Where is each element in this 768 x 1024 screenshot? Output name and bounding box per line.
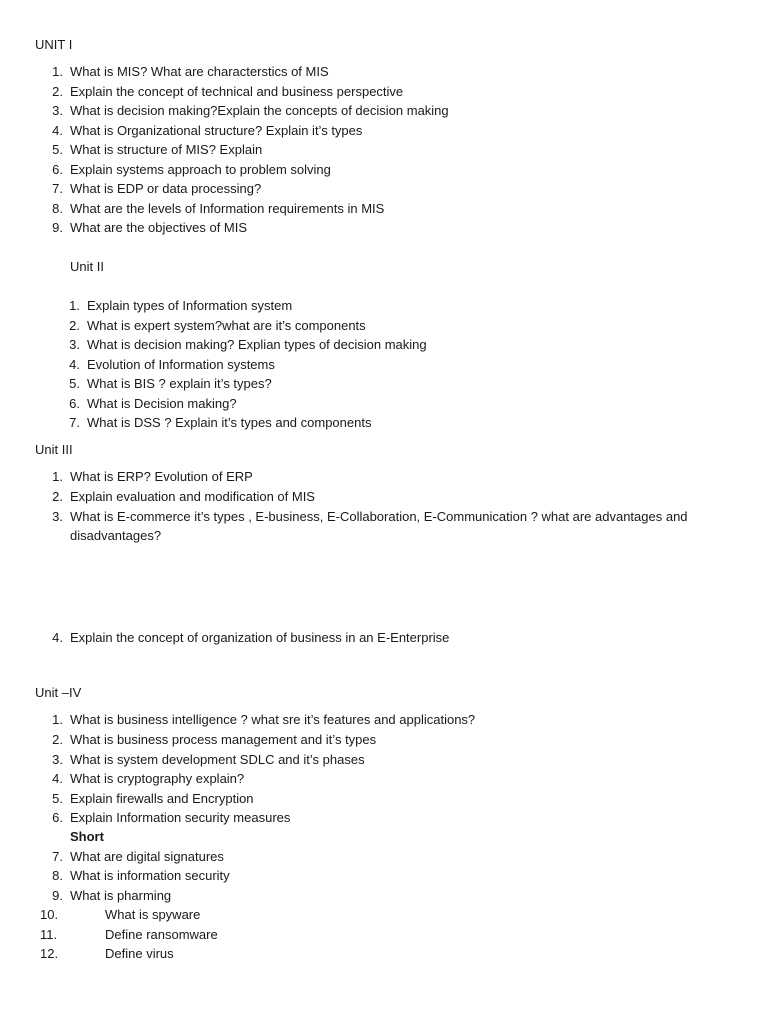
- unit-2-heading: Unit II: [70, 259, 104, 274]
- short-questions-label: Short: [70, 829, 104, 844]
- unit-4-heading: Unit –IV: [35, 685, 82, 700]
- unit-1-heading: UNIT I: [35, 37, 73, 52]
- document-page: UNIT I 1. What is MIS? What are characterstics of MIS 2. Explain the concept of technical and business perspective 3. What is decision making?Explain the concepts of decision making 4. What is Organizational structure? Explain it’s types 5. What is structure of MIS? Explain 6. Explain systems approach to problem solving 7. What is EDP or data processing? 8. What are the levels of Information requirements in MIS 9. What are the objectives of MIS Unit II 1. Explain types of Information system 2. What is expert system?what are it’s components 3. What is decision making? Explian types of decision making 4. Evolution of Information systems 5. What is BIS ? explain it’s types? 6. What is Decision making? 7. What is DSS ? Explain it’s types and components Unit III 1. What is ERP? Evolution of ERP 2. Explain evaluation and modification of MIS 3. What is E-commerce it’s types , E-business, E-Collaboration, E-Communication ? what are advantages and disadvantages? 4. Explain the concept of organization of business in an E-Enterprise Unit –IV 1. What is business intelligence ? what sre it’s features and applications? 2. What is business process management and it’s types 3. What is system development SDLC and it’s phases 4. What is cryptography explain? 5. Explain firewalls and Encryption 6. Explain Information security measures Short 7. What are digital signatures 8. What is information security 9. What is pharming 10. What is spyware 11. Define ransomware 12. Define virus: [35, 37, 688, 961]
- unit-3-heading: Unit III: [35, 442, 73, 457]
